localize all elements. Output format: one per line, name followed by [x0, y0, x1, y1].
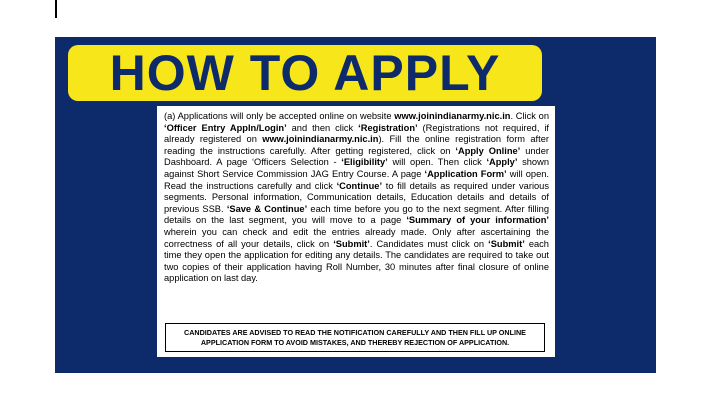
para-text: ). Fill the online registration form after reading the instructions carefully. After getting registered, click on [164, 134, 549, 156]
para-text: each time they open the application for editing any details. The candidates are required to take out two copies of their application having Roll Number, 30 minutes after final closure of online application on last day. [164, 238, 549, 284]
para-text: to fill details as required under various segments. Personal information, Communication details, Education details and details of previous SSB. [164, 180, 550, 214]
para-text: wherein you can check and edit the entries already made. Only after ascertaining the correctness of all your details, click on [164, 226, 549, 249]
para-text: and then click [286, 122, 359, 133]
text-cursor-line [55, 0, 57, 18]
para-emphasis: ‘Continue’ [336, 180, 383, 191]
instructions-document [157, 106, 555, 357]
para-text: (Registrations not required, if already registered on [164, 122, 550, 145]
para-text: . Candidates must click on [369, 238, 489, 249]
how-to-apply-panel [55, 37, 656, 373]
banner-title: HOW TO APPLY [109, 45, 501, 101]
para-emphasis: ‘Eligibility’ [341, 157, 388, 168]
para-text: will open. Read the instructions carefully and click [164, 168, 550, 191]
para-emphasis: ‘Submit’ [488, 238, 525, 249]
para-emphasis: ‘Registration’ [358, 122, 418, 133]
title-banner [68, 45, 542, 101]
para-text: shown against Short Service Commission JAG Entry Course. A page [164, 157, 549, 179]
instructions-paragraph [164, 111, 549, 285]
para-emphasis: ‘Officer Entry Appln/Login’ [164, 122, 287, 133]
para-text: (a) Applications will only be accepted online on website [164, 111, 395, 121]
para-text: will open. Then click [387, 157, 487, 168]
para-emphasis: ‘Submit’ [333, 238, 370, 249]
website-link: www.joinindianarmy.nic.in [394, 111, 511, 121]
para-text: each time before you go to the next segment. After filling details on the last segment, you will move to a page [164, 203, 550, 226]
advisory-notice-box: CANDIDATES ARE ADVISED TO READ THE NOTIFICATION CAREFULLY AND THEN FILL UP ONLINE APPLICATION FORM TO AVOID MISTAKES, AND THEREBY REJECTION OF APPLICATION. [165, 323, 545, 352]
para-emphasis: ‘Application Form’ [424, 168, 507, 179]
website-link: www.joinindianarmy.nic.in [262, 134, 379, 145]
para-text: under Dashboard. A page ‘Officers Selection - [164, 145, 549, 168]
para-emphasis: ‘Apply Online’ [455, 145, 521, 156]
para-emphasis: ‘Apply’ [486, 157, 518, 168]
para-emphasis: ‘Summary of your information’ [406, 215, 549, 226]
para-text: . Click on [510, 111, 549, 121]
para-emphasis: ‘Save & Continue’ [226, 203, 308, 214]
